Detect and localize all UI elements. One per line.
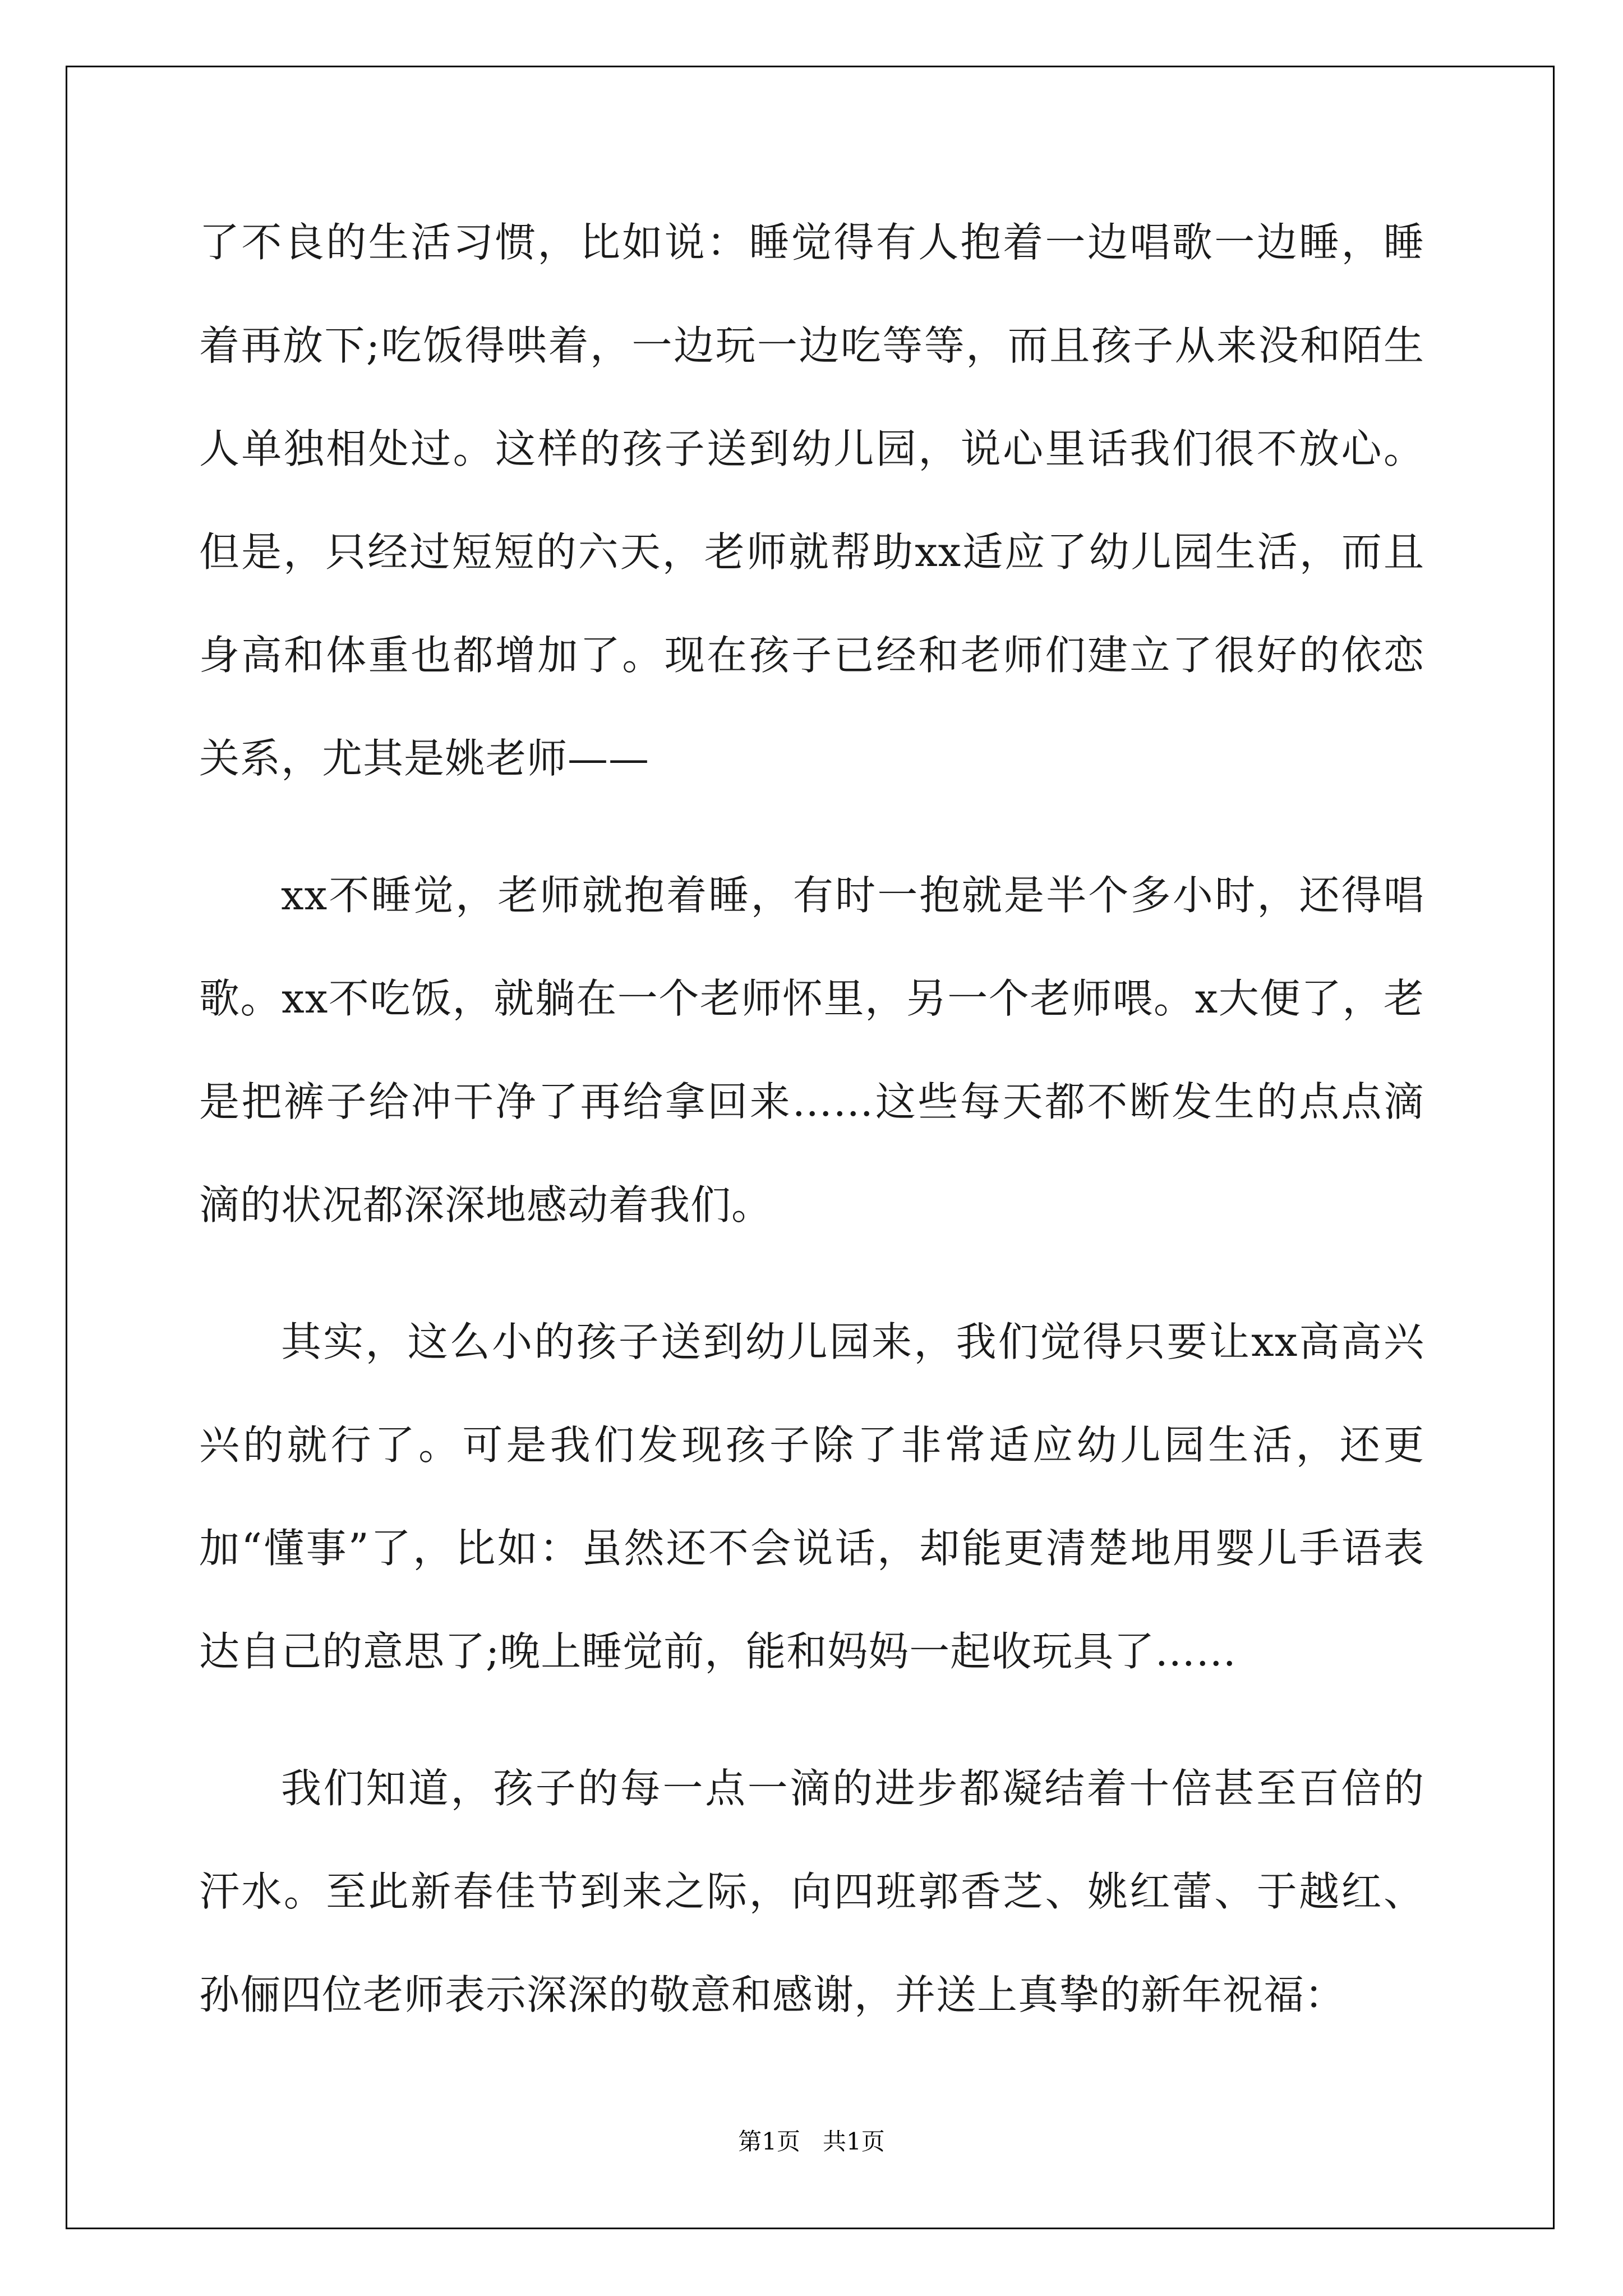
paragraph-2: xx不睡觉，老师就抱着睡，有时一抱就是半个多小时，还得唱歌。xx不吃饭，就躺在一个老师怀里，另一个老师喂。x大便了，老是把裤子给冲干净了再给拿回来……这些每天都不断发生的点点滴滴的状况都深深地感动着我们。 [199, 872, 1424, 1228]
page-number: 第1页 共1页 [738, 2128, 885, 2155]
document-body [199, 191, 1424, 2080]
paragraph-1: 了不良的生活习惯，比如说：睡觉得有人抱着一边唱歌一边睡，睡着再放下;吃饭得哄着，一边玩一边吃等等，而且孩子从来没和陌生人单独相处过。这样的孩子送到幼儿园，说心里话我们很不放心。但是，只经过短短的六天，老师就帮助xx适应了幼儿园生活，而且身高和体重也都增加了。现在孩子已经和老师们建立了很好的依恋关系，尤其是姚老师—— [199, 219, 1424, 782]
paragraph-3: 其实，这么小的孩子送到幼儿园来，我们觉得只要让xx高高兴兴的就行了。可是我们发现孩子除了非常适应幼儿园生活，还更加“懂事”了，比如：虽然还不会说话，却能更清楚地用婴儿手语表达自己的意思了;晚上睡觉前，能和妈妈一起收玩具了…… [199, 1318, 1424, 1675]
paragraph-4: 我们知道，孩子的每一点一滴的进步都凝结着十倍甚至百倍的汗水。至此新春佳节到来之际，向四班郭香芝、姚红蕾、于越红、孙俪四位老师表示深深的敬意和感谢，并送上真挚的新年祝福： [199, 1765, 1424, 2018]
